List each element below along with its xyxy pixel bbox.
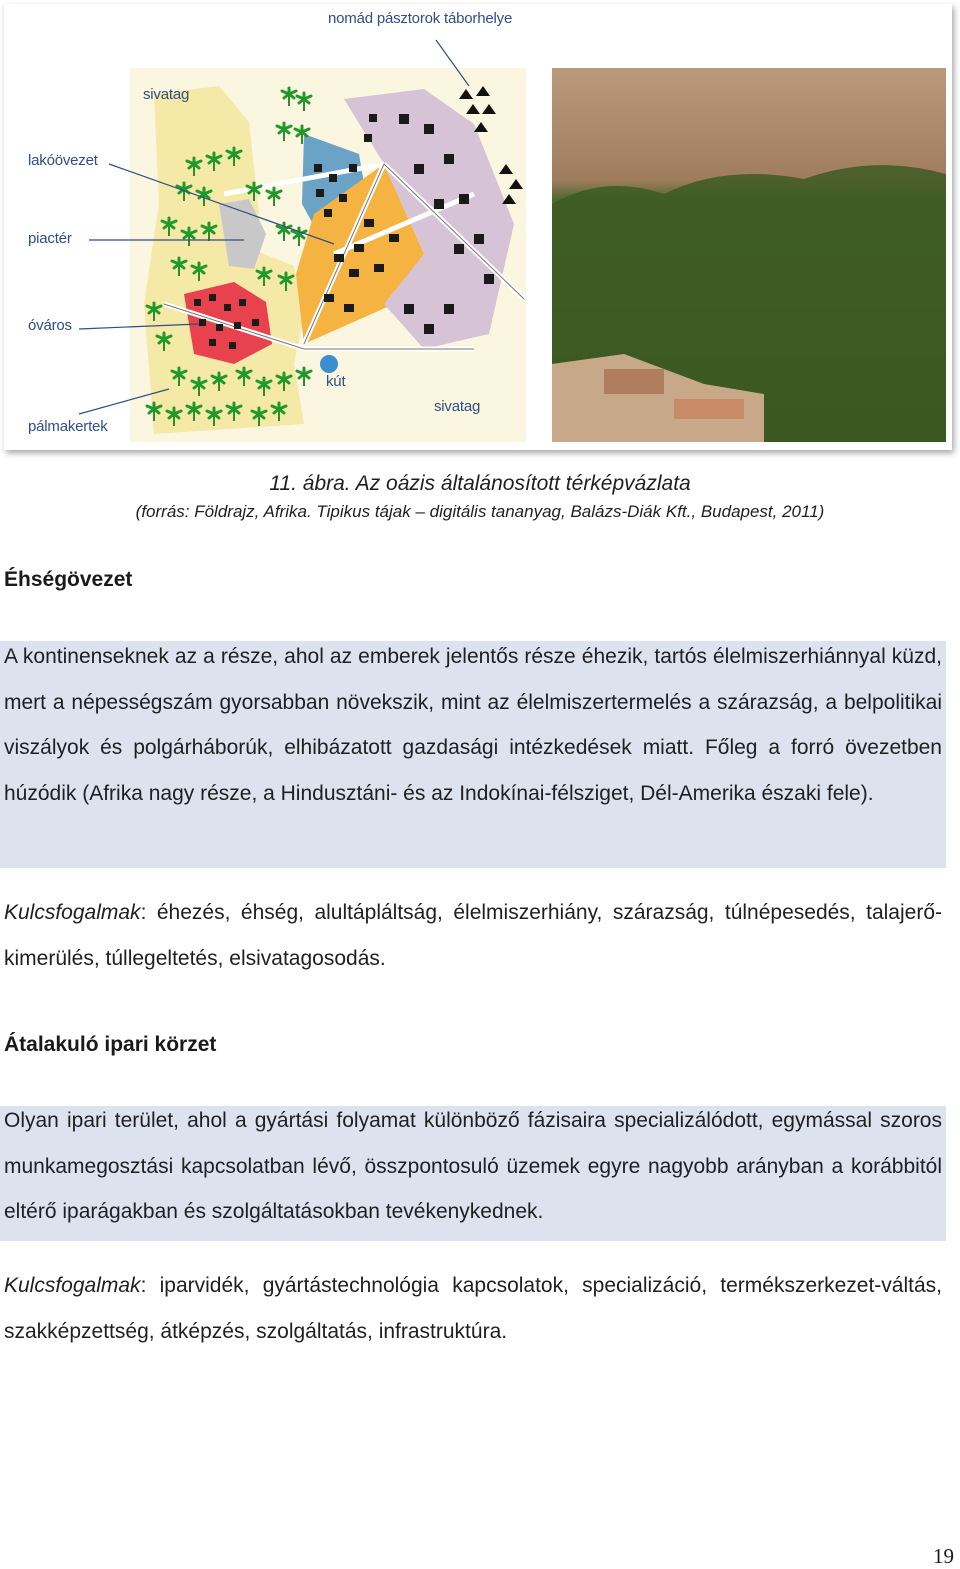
section-heading-industrial-district: Átalakuló ipari körzet (4, 1033, 217, 1056)
label-nomad-camp: nomád pásztorok táborhelye (328, 10, 513, 27)
keywords-list: : iparvidék, gyártástechnológia kapcsolatok, specializáció, termékszerkezet-váltás, szakképzettség, átképzés, szolgáltatás, infrastruktúra. (4, 1274, 942, 1343)
label-residential: lakóövezet (28, 152, 98, 169)
label-palm-gardens: pálmakertek (28, 418, 108, 435)
figure-oasis (4, 4, 952, 450)
figure-caption-title: 11. ábra. Az oázis általánosított térképvázlata (269, 472, 691, 495)
well-marker (320, 355, 338, 373)
label-market: piactér (28, 230, 72, 247)
label-desert-bottom: sivatag (434, 398, 481, 415)
keywords-list: : éhezés, éhség, alultápláltság, élelmiszerhiány, szárazság, túlnépesedés, talajerő-kimerülés, túllegeltetés, elsivatagosodás. (4, 901, 942, 970)
label-old-town: óváros (28, 317, 72, 334)
page-number: 19 (933, 1544, 954, 1568)
keywords-label: Kulcsfogalmak (4, 901, 141, 924)
section-heading-hunger-zone: Éhségövezet (4, 568, 133, 591)
keywords-label: Kulcsfogalmak (4, 1274, 141, 1297)
oasis-illustration (4, 4, 952, 450)
label-well: kút (326, 373, 346, 390)
definition-text-industrial-district: Olyan ipari terület, ahol a gyártási folyamat különböző fázisaira specializálódott, egymással szoros munkamegosztási kapcsolatban lévő, összpontosuló üzemek egyre nagyobb arányban a korábbitól eltérő iparágakban és szolgáltatásokban tevékenykednek. (4, 1109, 942, 1223)
definition-text-hunger-zone: A kontinenseknek az a része, ahol az emberek jelentős része éhezik, tartós élelmiszerhiánnyal küzd, mert a népességszám gyorsabban növekszik, mint az élelmiszertermelés a szárazság, a belpolitikai viszályok és polgárháborúk, elhibázatott gazdasági intézkedések miatt. Főleg a forró övezetben húzódik (Afrika nagy része, a Hindusztáni- és az Indokínai-félsziget, Dél-Amerika északi fele). (4, 645, 942, 805)
label-desert-left: sivatag (143, 86, 190, 103)
keywords-hunger-zone (4, 890, 942, 981)
figure-caption-source: (forrás: Földrajz, Afrika. Tipikus tájak – digitális tananyag, Balázs-Diák Kft., Budapest, 2011) (135, 502, 825, 521)
keywords-industrial-district (4, 1263, 942, 1354)
